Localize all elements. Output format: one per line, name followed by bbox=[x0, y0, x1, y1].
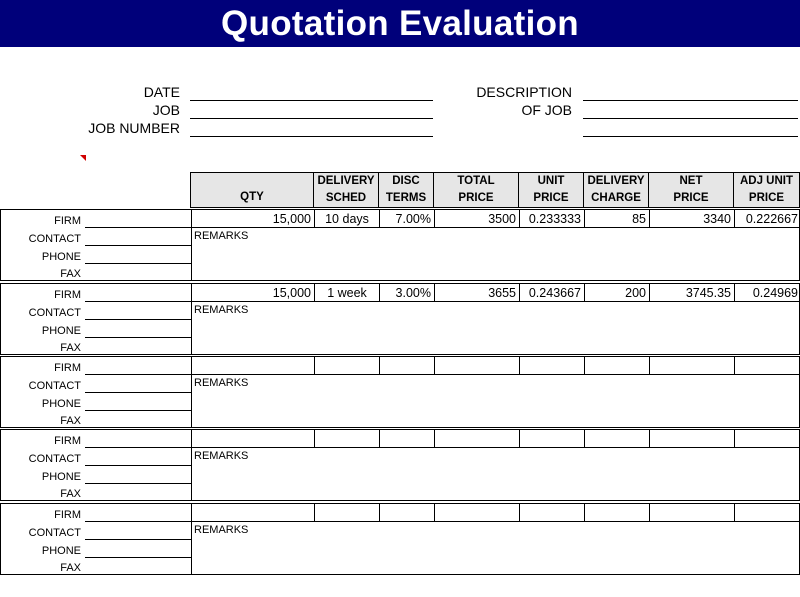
phone-field[interactable] bbox=[85, 483, 191, 484]
date-label: DATE bbox=[143, 84, 180, 100]
contact-label: CONTACT bbox=[28, 307, 81, 319]
col-adj-unit-price: ADJ UNIT PRICE bbox=[733, 172, 800, 208]
comment-indicator-icon bbox=[80, 155, 86, 161]
adj-unit-price-cell[interactable] bbox=[735, 430, 800, 448]
title-banner bbox=[0, 0, 800, 47]
contact-field[interactable] bbox=[85, 245, 191, 246]
firm-field[interactable] bbox=[85, 447, 191, 448]
of-job-label: OF JOB bbox=[521, 102, 572, 118]
contact-field[interactable] bbox=[85, 319, 191, 320]
total-price-cell[interactable]: 3655 bbox=[435, 284, 520, 302]
unit-price-cell[interactable] bbox=[520, 357, 585, 375]
col-total-price: TOTAL PRICE bbox=[433, 172, 519, 208]
remarks-label: REMARKS bbox=[194, 230, 249, 242]
delivery-charge-cell[interactable] bbox=[585, 504, 650, 522]
phone-field[interactable] bbox=[85, 337, 191, 338]
phone-label: PHONE bbox=[41, 545, 81, 557]
phone-field[interactable] bbox=[85, 557, 191, 558]
contact-label: CONTACT bbox=[28, 233, 81, 245]
delivery-charge-cell[interactable]: 85 bbox=[585, 210, 650, 228]
disc-cell[interactable] bbox=[380, 430, 435, 448]
fax-label: FAX bbox=[60, 342, 81, 354]
contact-field[interactable] bbox=[85, 539, 191, 540]
adj-unit-price-cell[interactable]: 0.222667 bbox=[735, 210, 800, 228]
total-price-cell[interactable] bbox=[435, 504, 520, 522]
firm-label: FIRM bbox=[54, 289, 81, 301]
phone-field[interactable] bbox=[85, 410, 191, 411]
disc-cell[interactable]: 7.00% bbox=[380, 210, 435, 228]
job-number-field[interactable] bbox=[190, 136, 433, 137]
fax-label: FAX bbox=[60, 268, 81, 280]
col-disc-terms: DISC TERMS bbox=[378, 172, 434, 208]
firm-label: FIRM bbox=[54, 435, 81, 447]
remarks-label: REMARKS bbox=[194, 377, 249, 389]
delivery-cell[interactable]: 1 week bbox=[315, 284, 380, 302]
job-label: JOB bbox=[152, 102, 180, 118]
fax-label: FAX bbox=[60, 562, 81, 574]
disc-cell[interactable] bbox=[380, 504, 435, 522]
page-title: Quotation Evaluation bbox=[221, 3, 579, 43]
qty-cell[interactable] bbox=[191, 357, 315, 375]
of-job-field[interactable] bbox=[583, 118, 798, 119]
unit-price-cell[interactable]: 0.233333 bbox=[520, 210, 585, 228]
disc-cell[interactable] bbox=[380, 357, 435, 375]
firm-field[interactable] bbox=[85, 301, 191, 302]
adj-unit-price-cell[interactable]: 0.24969 bbox=[735, 284, 800, 302]
column-header-row bbox=[0, 172, 800, 209]
net-price-cell[interactable] bbox=[650, 504, 735, 522]
phone-label: PHONE bbox=[41, 398, 81, 410]
net-price-cell[interactable]: 3340 bbox=[650, 210, 735, 228]
firm-label: FIRM bbox=[54, 509, 81, 521]
phone-label: PHONE bbox=[41, 471, 81, 483]
fax-label: FAX bbox=[60, 488, 81, 500]
delivery-charge-cell[interactable] bbox=[585, 357, 650, 375]
delivery-cell[interactable] bbox=[315, 504, 380, 522]
delivery-charge-cell[interactable]: 200 bbox=[585, 284, 650, 302]
col-unit-price: UNIT PRICE bbox=[518, 172, 584, 208]
price-row bbox=[191, 430, 800, 448]
qty-cell[interactable] bbox=[191, 430, 315, 448]
job-number-label: JOB NUMBER bbox=[88, 120, 180, 136]
col-delivery-charge: DELIVERY CHARGE bbox=[583, 172, 649, 208]
vendor-block-3 bbox=[0, 356, 800, 428]
adj-unit-price-cell[interactable] bbox=[735, 504, 800, 522]
contact-field[interactable] bbox=[85, 465, 191, 466]
col-delivery-sched: DELIVERY SCHED bbox=[313, 172, 379, 208]
unit-price-cell[interactable] bbox=[520, 504, 585, 522]
price-row bbox=[191, 504, 800, 522]
firm-label: FIRM bbox=[54, 362, 81, 374]
qty-cell[interactable]: 15,000 bbox=[191, 284, 315, 302]
date-field[interactable] bbox=[190, 100, 433, 101]
net-price-cell[interactable]: 3745.35 bbox=[650, 284, 735, 302]
net-price-cell[interactable] bbox=[650, 357, 735, 375]
remarks-label: REMARKS bbox=[194, 450, 249, 462]
total-price-cell[interactable] bbox=[435, 357, 520, 375]
unit-price-cell[interactable]: 0.243667 bbox=[520, 284, 585, 302]
vendor-block-5 bbox=[0, 503, 800, 575]
vendor-block-2 bbox=[0, 283, 800, 355]
contact-field[interactable] bbox=[85, 392, 191, 393]
contact-label: CONTACT bbox=[28, 380, 81, 392]
vendor-block-4 bbox=[0, 429, 800, 501]
job-field[interactable] bbox=[190, 118, 433, 119]
contact-label: CONTACT bbox=[28, 527, 81, 539]
delivery-cell[interactable]: 10 days bbox=[315, 210, 380, 228]
description-field[interactable] bbox=[583, 100, 798, 101]
col-net-price: NET PRICE bbox=[648, 172, 734, 208]
phone-label: PHONE bbox=[41, 325, 81, 337]
disc-cell[interactable]: 3.00% bbox=[380, 284, 435, 302]
unit-price-cell[interactable] bbox=[520, 430, 585, 448]
firm-field[interactable] bbox=[85, 227, 191, 228]
phone-field[interactable] bbox=[85, 263, 191, 264]
delivery-cell[interactable] bbox=[315, 430, 380, 448]
phone-label: PHONE bbox=[41, 251, 81, 263]
col-qty: QTY bbox=[190, 172, 314, 208]
remarks-label: REMARKS bbox=[194, 304, 249, 316]
price-row bbox=[191, 284, 800, 302]
net-price-cell[interactable] bbox=[650, 430, 735, 448]
remarks-label: REMARKS bbox=[194, 524, 249, 536]
qty-cell[interactable] bbox=[191, 504, 315, 522]
price-row bbox=[191, 210, 800, 228]
delivery-cell[interactable] bbox=[315, 357, 380, 375]
total-price-cell[interactable] bbox=[435, 430, 520, 448]
firm-label: FIRM bbox=[54, 215, 81, 227]
vendor-block-1 bbox=[0, 209, 800, 281]
description-label: DESCRIPTION bbox=[476, 84, 572, 100]
total-price-cell[interactable]: 3500 bbox=[435, 210, 520, 228]
firm-field[interactable] bbox=[85, 374, 191, 375]
contact-label: CONTACT bbox=[28, 453, 81, 465]
qty-cell[interactable]: 15,000 bbox=[191, 210, 315, 228]
delivery-charge-cell[interactable] bbox=[585, 430, 650, 448]
fax-label: FAX bbox=[60, 415, 81, 427]
price-row bbox=[191, 357, 800, 375]
adj-unit-price-cell[interactable] bbox=[735, 357, 800, 375]
firm-field[interactable] bbox=[85, 521, 191, 522]
description-field-2[interactable] bbox=[583, 136, 798, 137]
